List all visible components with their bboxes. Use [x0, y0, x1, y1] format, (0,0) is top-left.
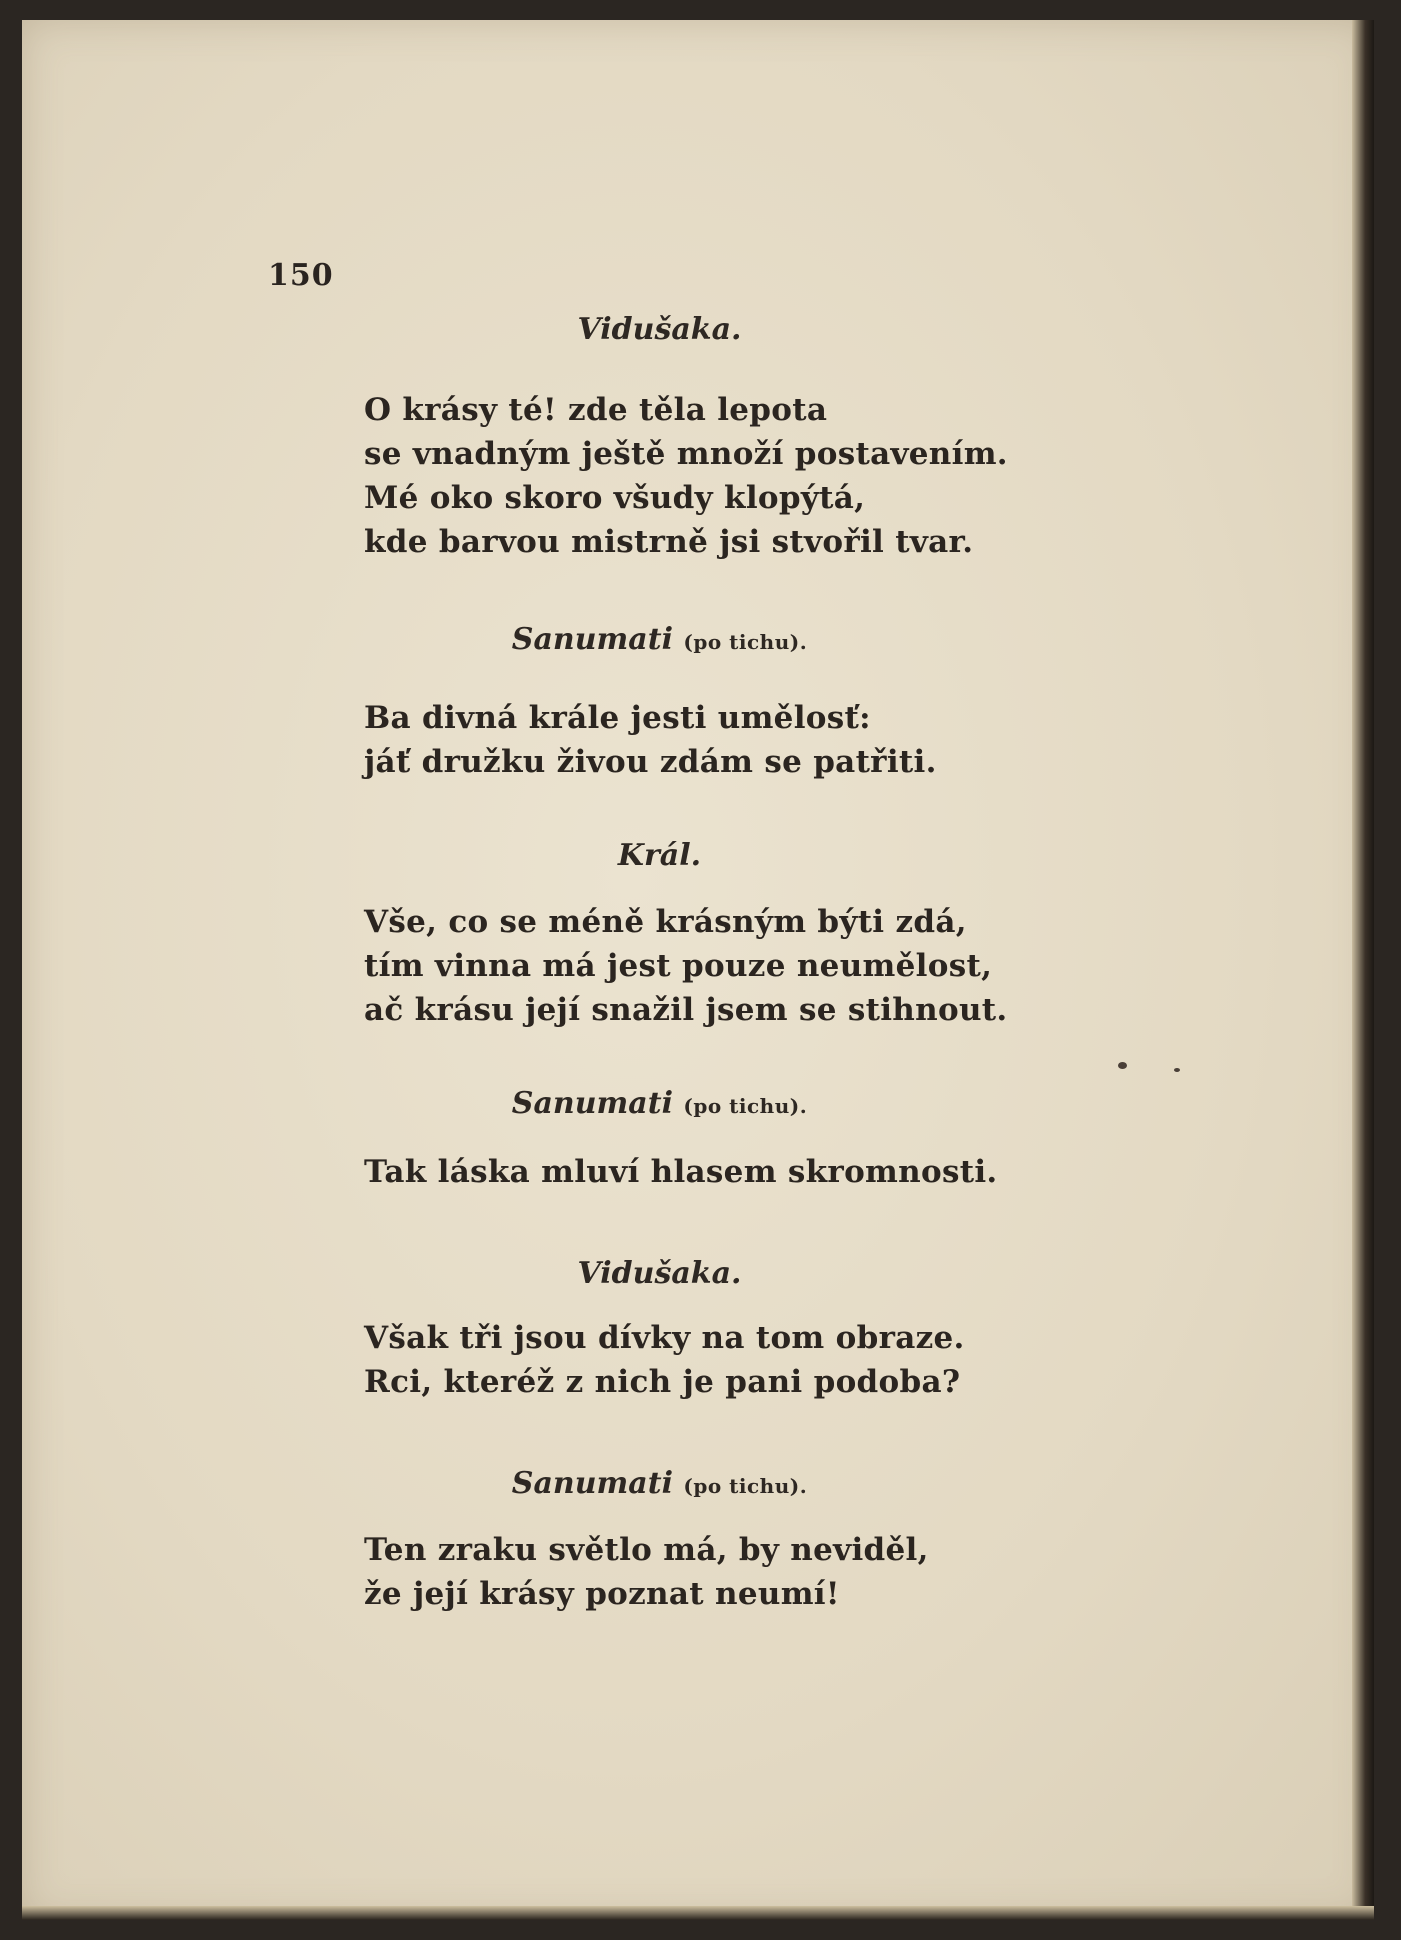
speaker-heading [22, 1466, 1297, 1501]
book-spine [1352, 20, 1374, 1920]
verse-line: ač krásu její snažil jsem se stihnout. [364, 992, 1008, 1028]
speaker-name: Sanumati [511, 1086, 673, 1121]
speaker-name: Sanumati [511, 1466, 673, 1501]
speaker-heading [22, 1086, 1297, 1121]
verse-line: Vše, co se méně krásným býti zdá, [364, 904, 967, 940]
verse-line: Však tři jsou dívky na tom obraze. [364, 1320, 965, 1356]
speaker-name: Král. [617, 838, 702, 873]
verse-line: Ba divná krále jesti umělosť: [364, 700, 871, 736]
verse-block [364, 900, 1008, 1032]
stage-direction: (po tichu). [683, 1094, 808, 1118]
verse-line: O krásy té! zde těla lepota [364, 392, 828, 428]
book-page [22, 20, 1374, 1920]
speaker-name: Vidušaka. [577, 312, 742, 347]
stage-direction: (po tichu). [683, 1474, 808, 1498]
verse-line: že její krásy poznat neumí! [364, 1576, 840, 1612]
verse-line: Mé oko skoro všudy klopýtá, [364, 480, 866, 516]
verse-line: tím vinna má jest pouze neumělost, [364, 948, 993, 984]
verse-line: Tak láska mluví hlasem skromnosti. [364, 1154, 998, 1190]
verse-block [364, 388, 1008, 564]
verse-block [364, 1316, 965, 1404]
speaker-heading [22, 1256, 1297, 1291]
verse-block [364, 1528, 929, 1616]
verse-line: jáť družku živou zdám se patřiti. [364, 744, 937, 780]
verse-block [364, 696, 937, 784]
speaker-name: Sanumati [511, 622, 673, 657]
speaker-heading [22, 838, 1297, 873]
verse-line: Rci, kteréž z nich je pani podoba? [364, 1364, 961, 1400]
stage-direction: (po tichu). [683, 630, 808, 654]
verse-line: se vnadným ještě množí postavením. [364, 436, 1008, 472]
verse-block [364, 1150, 998, 1194]
ink-speck [1174, 1068, 1180, 1072]
speaker-heading [22, 312, 1297, 347]
speaker-name: Vidušaka. [577, 1256, 742, 1291]
ink-speck [1118, 1062, 1127, 1069]
verse-line: kde barvou mistrně jsi stvořil tvar. [364, 524, 974, 560]
speaker-heading [22, 622, 1297, 657]
page-bottom-edge [22, 1906, 1374, 1920]
page-number: 150 [268, 258, 334, 293]
verse-line: Ten zraku světlo má, by neviděl, [364, 1532, 929, 1568]
